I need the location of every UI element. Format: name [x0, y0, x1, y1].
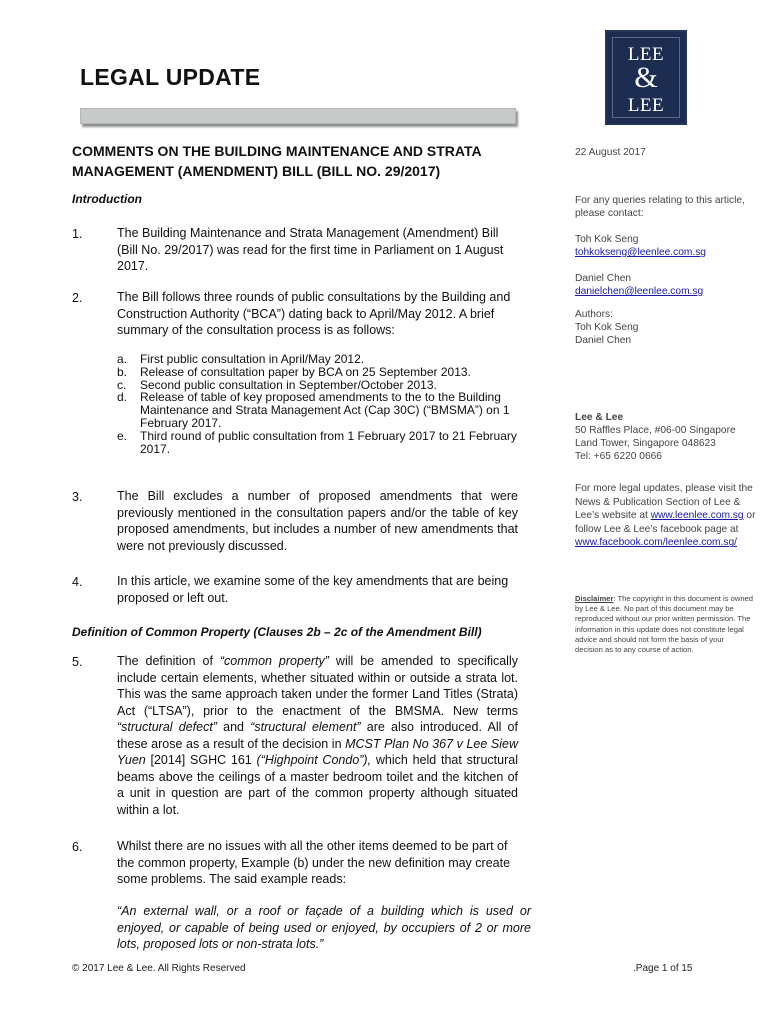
lee-and-lee-logo: [605, 30, 687, 125]
more-updates-text: For more legal updates, please visit the News & Publication Section of Lee & Lee’s website at www.leenlee.com.sg or follow Lee & Lee’s facebook page at www.facebook.com/leenlee.com.sg/: [575, 483, 756, 549]
logo-line1: LEE: [627, 44, 665, 65]
paragraph-number: 6.: [72, 840, 83, 854]
header-rule: [80, 108, 516, 124]
paragraph-number: 4.: [72, 575, 83, 589]
paragraph-number: 1.: [72, 227, 83, 241]
firm-address-block: [575, 411, 760, 463]
list-item: b. Release of consultation paper by BCA on 25 September 2013.: [117, 364, 471, 379]
contact-email-link[interactable]: danielchen@leenlee.com.sg: [575, 286, 704, 297]
paragraph-2: The Bill follows three rounds of public consultations by the Building and Construction Authority (“BCA”) dating back to April/May 2012. A brief summary of the consultation process is as follows:: [117, 290, 511, 337]
paragraph-6: Whilst there are no issues with all the other items deemed to be part of the common property, Example (b) under the new definition may create some problems. The said example reads:: [117, 839, 511, 886]
paragraph-4: In this article, we examine some of the key amendments that are being proposed or left out.: [117, 574, 509, 605]
telephone: Tel: +65 6220 0666: [575, 451, 662, 462]
common-property-heading: Definition of Common Property (Clauses 2b – 2c of the Amendment Bill): [72, 625, 482, 639]
publication-date: 22 August 2017: [575, 147, 646, 158]
paragraph-number: 5.: [72, 655, 83, 669]
queries-text: For any queries relating to this article, please contact:: [575, 195, 745, 219]
list-item: c. Second public consultation in September/October 2013.: [117, 377, 437, 392]
consultation-list: [117, 353, 517, 455]
paragraph-1: The Building Maintenance and Strata Management (Amendment) Bill (Bill No. 29/2017) was read for the first time in Parliament on 1 August 2017.: [117, 226, 504, 273]
list-item: a. First public consultation in April/May 2012.: [117, 352, 365, 366]
contact-name: Toh Kok Seng: [575, 234, 639, 245]
logo-line2: LEE: [627, 95, 665, 116]
firm-name: Lee & Lee: [575, 412, 624, 423]
disclaimer-label: Disclaimer: [575, 594, 614, 603]
contact-block: [575, 194, 760, 347]
contact-email-link[interactable]: tohkokseng@leenlee.com.sg: [575, 247, 706, 258]
author-name: Toh Kok Seng: [575, 322, 639, 333]
introduction-heading: Introduction: [72, 192, 142, 206]
address-line: 50 Raffles Place, #06-00 Singapore: [575, 425, 736, 436]
facebook-link[interactable]: www.facebook.com/leenlee.com.sg/: [575, 537, 737, 549]
list-item: e. Third round of public consultation from 1 February 2017 to 21 February 2017.: [117, 428, 517, 456]
contact-name: Daniel Chen: [575, 273, 632, 284]
disclaimer: Disclaimer: The copyright in this document is owned by Lee & Lee. No part of this document may be reproduced without our prior written permission. The information in this update does not constitute legal advice and should not form the basis of your decision as to any course of action.: [575, 594, 753, 655]
logo-ampersand: &: [634, 61, 658, 94]
document-title: COMMENTS ON THE BUILDING MAINTENANCE AND STRATA MANAGEMENT (AMENDMENT) BILL (BILL NO. 29/2017): [72, 143, 482, 179]
address-line: Land Tower, Singapore 048623: [575, 438, 716, 449]
paragraph-5: The definition of “common property” will be amended to specifically include certain elements, whether situated within or outside a strata lot. This was the same approach taken under the former Land Titles (Strata) Act (“LTSA”), prior to the enactment of the BMSMA. New terms “structural defect” and “structural element” are also introduced. All of these arose as a result of the decision in MCST Plan No 367 v Lee Siew Yuen [2014] SGHC 161 (“Highpoint Condo”), which held that structural beams above the ceilings of a master bedroom toilet and the kitchen of a unit in question are part of the common property although situated within a lot.: [117, 654, 518, 817]
page-number: .Page 1 of 15: [633, 963, 693, 974]
author-name: Daniel Chen: [575, 335, 632, 346]
quoted-definition: “An external wall, or a roof or façade of a building which is used or enjoyed, or capable of being used or enjoyed, by occupiers of 2 or more lots, proposed lots or non-strata lots.”: [117, 904, 531, 951]
legal-update-heading: LEGAL UPDATE: [80, 64, 261, 90]
list-item: d. Release of table of key proposed amendments to the to the Building Maintenance and Strata Management Act (Cap 30C) (“BMSMA”) on 1 February 2017.: [117, 390, 510, 430]
paragraph-number: 3.: [72, 490, 83, 504]
paragraph-3: The Bill excludes a number of proposed amendments that were previously mentioned in the consultation papers and/or the table of key proposed amendments, but includes a number of new amendments that were not previously discussed.: [117, 489, 518, 553]
copyright-footer: © 2017 Lee & Lee. All Rights Reserved: [72, 963, 246, 974]
authors-label: Authors:: [575, 309, 613, 320]
paragraph-number: 2.: [72, 291, 83, 305]
website-link[interactable]: www.leenlee.com.sg: [650, 510, 744, 522]
